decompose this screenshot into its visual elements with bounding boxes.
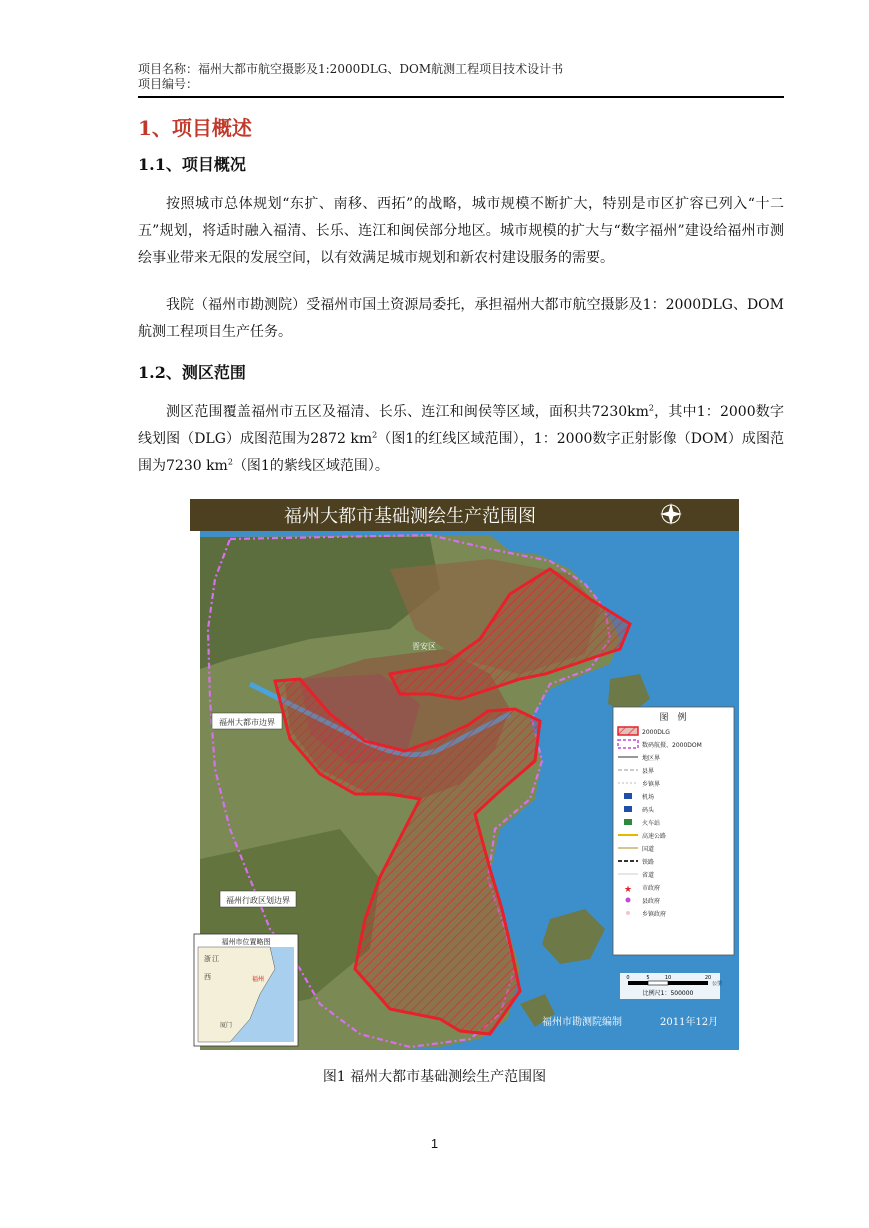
section-title: 1、项目概述 (138, 116, 252, 140)
scale-tick: 0 (626, 975, 630, 981)
subsection-title-scope: 1.2、测区范围 (138, 363, 246, 382)
inset-label: 江 (212, 955, 219, 963)
star-icon: ★ (623, 885, 633, 895)
subsection-title-overview: 1.1、项目概况 (138, 155, 246, 174)
legend-item: 县界 (642, 768, 655, 775)
inset-label: 厦门 (220, 1022, 233, 1029)
scale-tick: 20 (704, 975, 712, 981)
header-rule (138, 96, 784, 98)
survey-area-map (190, 499, 739, 1050)
project-number: 项目编号： (138, 77, 199, 91)
superscript: 2 (372, 430, 378, 440)
map-credit: 福州市勘测院编制 (542, 1017, 622, 1028)
scale-text: 比例尺1：500000 (642, 990, 694, 997)
page-number: 1 (430, 1136, 439, 1151)
legend-item: 码头 (642, 807, 655, 814)
legend-item: 乡镇界 (642, 781, 661, 788)
page-header (138, 62, 784, 92)
legend-item: 铁路 (642, 859, 655, 866)
inset-label: 浙 (204, 955, 211, 963)
legend-item: 国道 (642, 846, 655, 853)
scope-text-a: 测区范围覆盖福州市五区及福清、长乐、连江和闽侯等区域，面积共7230km (166, 404, 649, 420)
legend-item: 火车站 (642, 820, 661, 827)
map-date: 2011年12月 (660, 1017, 719, 1028)
inset-map (194, 934, 298, 1046)
paragraph-overview-2: 我院（福州市勘测院）受福州市国土资源局委托，承担福州大都市航空摄影及1：2000DLG、DOM航测工程项目生产任务。 (138, 297, 784, 340)
legend-item: 乡镇政府 (642, 911, 667, 918)
scale-unit: 公里 (712, 981, 723, 987)
project-name: 项目名称：福州大都市航空摄影及1:2000DLG、DOM航测工程项目技术设计书 (138, 62, 564, 76)
label-admin (220, 891, 296, 907)
county-seat-icon (626, 898, 631, 903)
scale-tick: 10 (664, 975, 672, 981)
legend (613, 707, 734, 955)
figure-caption: 图1 福州大都市基础测绘生产范围图 (322, 1069, 547, 1085)
inset-title: 福州市位置略图 (221, 938, 271, 946)
label-admin-text: 福州行政区划边界 (226, 896, 290, 905)
legend-item: 地区界 (642, 755, 661, 762)
superscript: 2 (227, 457, 233, 467)
label-boundary-text: 福州大都市边界 (219, 718, 275, 727)
legend-item: 省道 (642, 872, 655, 879)
legend-item: 市政府 (642, 885, 661, 892)
paragraph-overview-1: 按照城市总体规划“东扩、南移、西拓”的战略，城市规模不断扩大，特别是市区扩容已列入“十二五”规划，将适时融入福清、长乐、连江和闽侯部分地区。城市规模的扩大与“数字福州”建设给福州市测绘事业带来无限的发展空间，以有效满足城市规划和新农村建设服务的需要。 (138, 196, 784, 266)
superscript: 2 (648, 403, 654, 413)
town-seat-icon (626, 911, 630, 915)
scope-text-b: ，其中1：2000数字线划图（DLG）成图范围为2872 km (138, 404, 784, 447)
legend-item: 县政府 (642, 898, 661, 905)
inset-label: 福州 (252, 976, 265, 983)
legend-item: 2000DLG (642, 729, 670, 736)
paragraph-scope (138, 399, 784, 480)
scale-tick: 5 (646, 975, 650, 981)
legend-title: 图 例 (659, 713, 687, 723)
label-boundary (212, 713, 282, 729)
scope-text-c: （图1的红线区域范围），1：2000数字正射影像（DOM）成图范围为7230 km (138, 431, 784, 474)
legend-item: 数码航摄、2000DOM (642, 742, 702, 749)
map-title: 福州大都市基础测绘生产范围图 (284, 506, 536, 527)
scale-bar (620, 973, 722, 999)
legend-item: 机场 (642, 794, 655, 801)
label-district: 晋安区 (412, 642, 436, 651)
inset-label: 西 (204, 973, 211, 981)
scope-text-d: （图1的紫线区域范围）。 (232, 458, 389, 474)
legend-item: 高速公路 (642, 833, 667, 840)
